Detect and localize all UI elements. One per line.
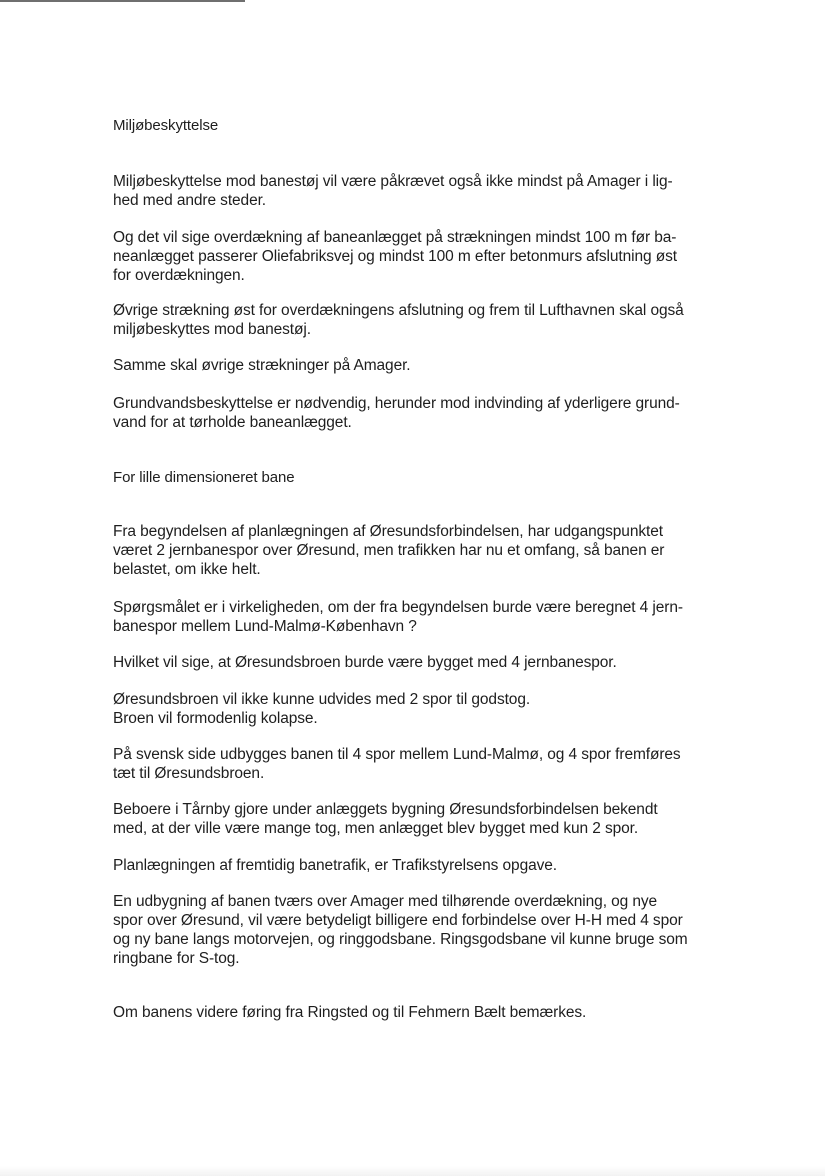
heading-miljobeskyttelse: Miljøbeskyttelse: [113, 117, 219, 134]
paragraph-godstog: Øresundsbroen vil ikke kunne udvides med 2 spor til godstog. Broen vil formodenlig kolapse.: [113, 691, 531, 727]
paragraph-overdaekning: Og det vil sige overdækning af baneanlægget på strækningen mindst 100 m før ba- neanlægget passerer Oliefabriksvej og mindst 100 m efter betonmurs afslutning øst for overdækningen.: [113, 229, 677, 284]
paragraph-banestoej: Miljøbeskyttelse mod banestøj vil være påkrævet også ikke mindst på Amager i lig- hed med andre steder.: [113, 173, 673, 209]
paragraph-amager: Samme skal øvrige strækninger på Amager.: [113, 357, 411, 374]
paragraph-udbygning: En udbygning af banen tværs over Amager med tilhørende overdækning, og nye spor over Øresund, vil være betydeligt billigere end forbindelse over H-H med 4 spor og ny bane langs motorvejen, og ringgodsbane. Ringsgodsbane vil kunne bruge som ringbane for S-tog.: [113, 893, 688, 967]
paragraph-oeresundsforbindelsen: Fra begyndelsen af planlægningen af Øresundsforbindelsen, har udgangspunktet været 2 jernbanespor over Øresund, men trafikken har nu et omfang, så banen er belastet, om ikke helt.: [113, 523, 665, 578]
paragraph-spoergsmaalet: Spørgsmålet er i virkeligheden, om der fra begyndelsen burde være beregnet 4 jern- banespor mellem Lund-Malmø-København ?: [113, 599, 683, 635]
scan-top-edge: [0, 0, 245, 2]
heading-dimensioneret-bane: For lille dimensioneret bane: [113, 469, 295, 486]
paragraph-fehmern: Om banens videre føring fra Ringsted og til Fehmern Bælt bemærkes.: [113, 1004, 587, 1021]
paragraph-trafikstyrelsen: Planlægningen af fremtidig banetrafik, er Trafikstyrelsens opgave.: [113, 857, 557, 874]
scan-bottom-shadow: [0, 1166, 825, 1176]
paragraph-svensk-side: På svensk side udbygges banen til 4 spor mellem Lund-Malmø, og 4 spor fremføres tæt til Øresundsbroen.: [113, 746, 681, 782]
paragraph-jernbanespor: Hvilket vil sige, at Øresundsbroen burde være bygget med 4 jernbanespor.: [113, 654, 617, 671]
paragraph-taarnby: Beboere i Tårnby gjore under anlæggets bygning Øresundsforbindelsen bekendt med, at der ville være mange tog, men anlægget blev bygget med kun 2 spor.: [113, 801, 658, 837]
paragraph-grundvand: Grundvandsbeskyttelse er nødvendig, herunder mod indvinding af yderligere grund- vand for at tørholde baneanlægget.: [113, 395, 680, 431]
paragraph-oevrige-straekning: Øvrige strækning øst for overdækningens afslutning og frem til Lufthavnen skal også miljøbeskyttes mod banestøj.: [113, 302, 684, 338]
